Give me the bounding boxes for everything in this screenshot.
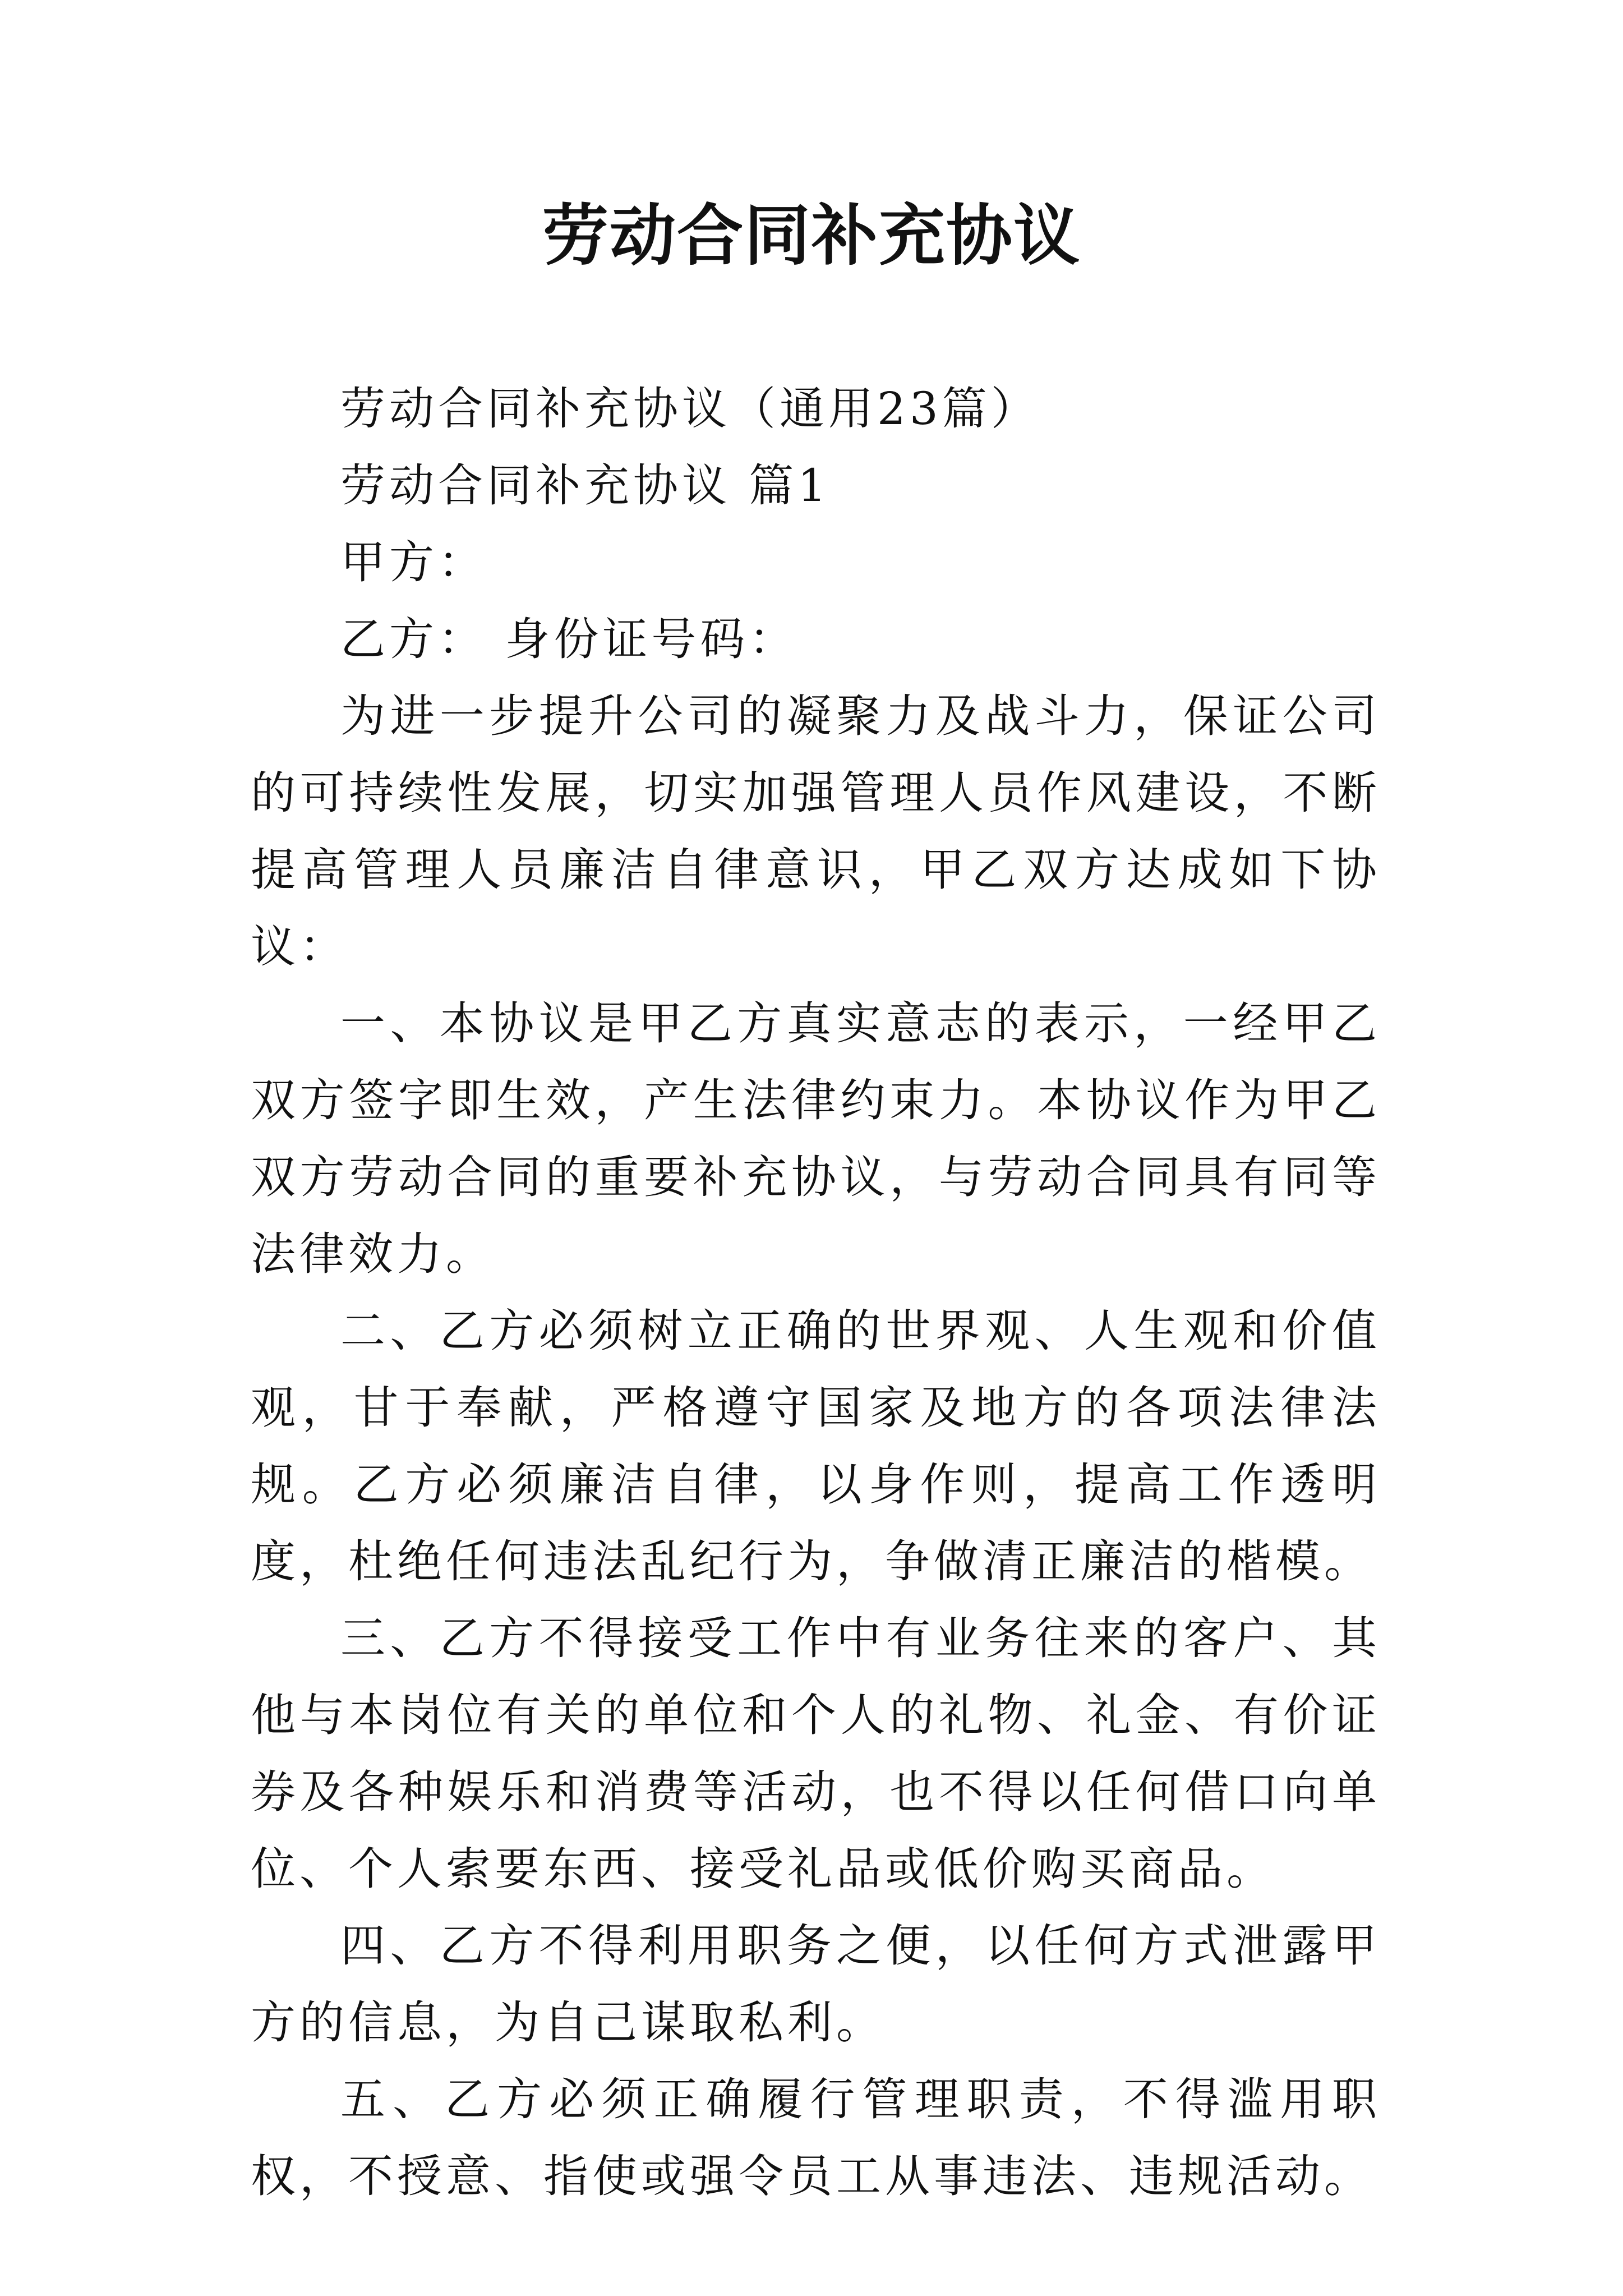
paragraph-clause-3: 三、乙方不得接受工作中有业务往来的客户、其他与本岗位有关的单位和个人的礼物、礼金、有价证券及各种娱乐和消费等活动，也不得以任何借口向单位、个人索要东西、接受礼品或低价购买商品。	[251, 1612, 1381, 1895]
party-b-label: 乙方： 身份证号码：	[340, 613, 798, 665]
paragraph-clause-4: 四、乙方不得利用职务之便，以任何方式泄露甲方的信息，为自己谋取私利。	[251, 1920, 1381, 2049]
paragraph-intro: 为进一步提升公司的凝聚力及战斗力，保证公司的可持续性发展，切实加强管理人员作风建设，不断提高管理人员廉洁自律意识，甲乙双方达成如下协议：	[251, 690, 1381, 973]
section-heading: 劳动合同补充协议 篇1	[340, 459, 831, 512]
party-a-label: 甲方：	[340, 536, 487, 588]
document-subtitle: 劳动合同补充协议（通用23篇）	[340, 383, 1040, 435]
document-body	[251, 370, 1381, 2215]
document-title: 劳动合同补充协议	[542, 196, 1081, 274]
paragraph-clause-2: 二、乙方必须树立正确的世界观、人生观和价值观，甘于奉献，严格遵守国家及地方的各项法律法规。乙方必须廉洁自律，以身作则，提高工作透明度，杜绝任何违法乱纪行为，争做清正廉洁的楷模。	[251, 1305, 1381, 1588]
paragraph-clause-5: 五、乙方必须正确履行管理职责，不得滥用职权，不授意、指使或强令员工从事违法、违规活动。	[251, 2073, 1381, 2202]
paragraph-clause-1: 一、本协议是甲乙方真实意志的表示，一经甲乙双方签字即生效，产生法律约束力。本协议作为甲乙双方劳动合同的重要补充协议，与劳动合同具有同等法律效力。	[251, 997, 1381, 1280]
